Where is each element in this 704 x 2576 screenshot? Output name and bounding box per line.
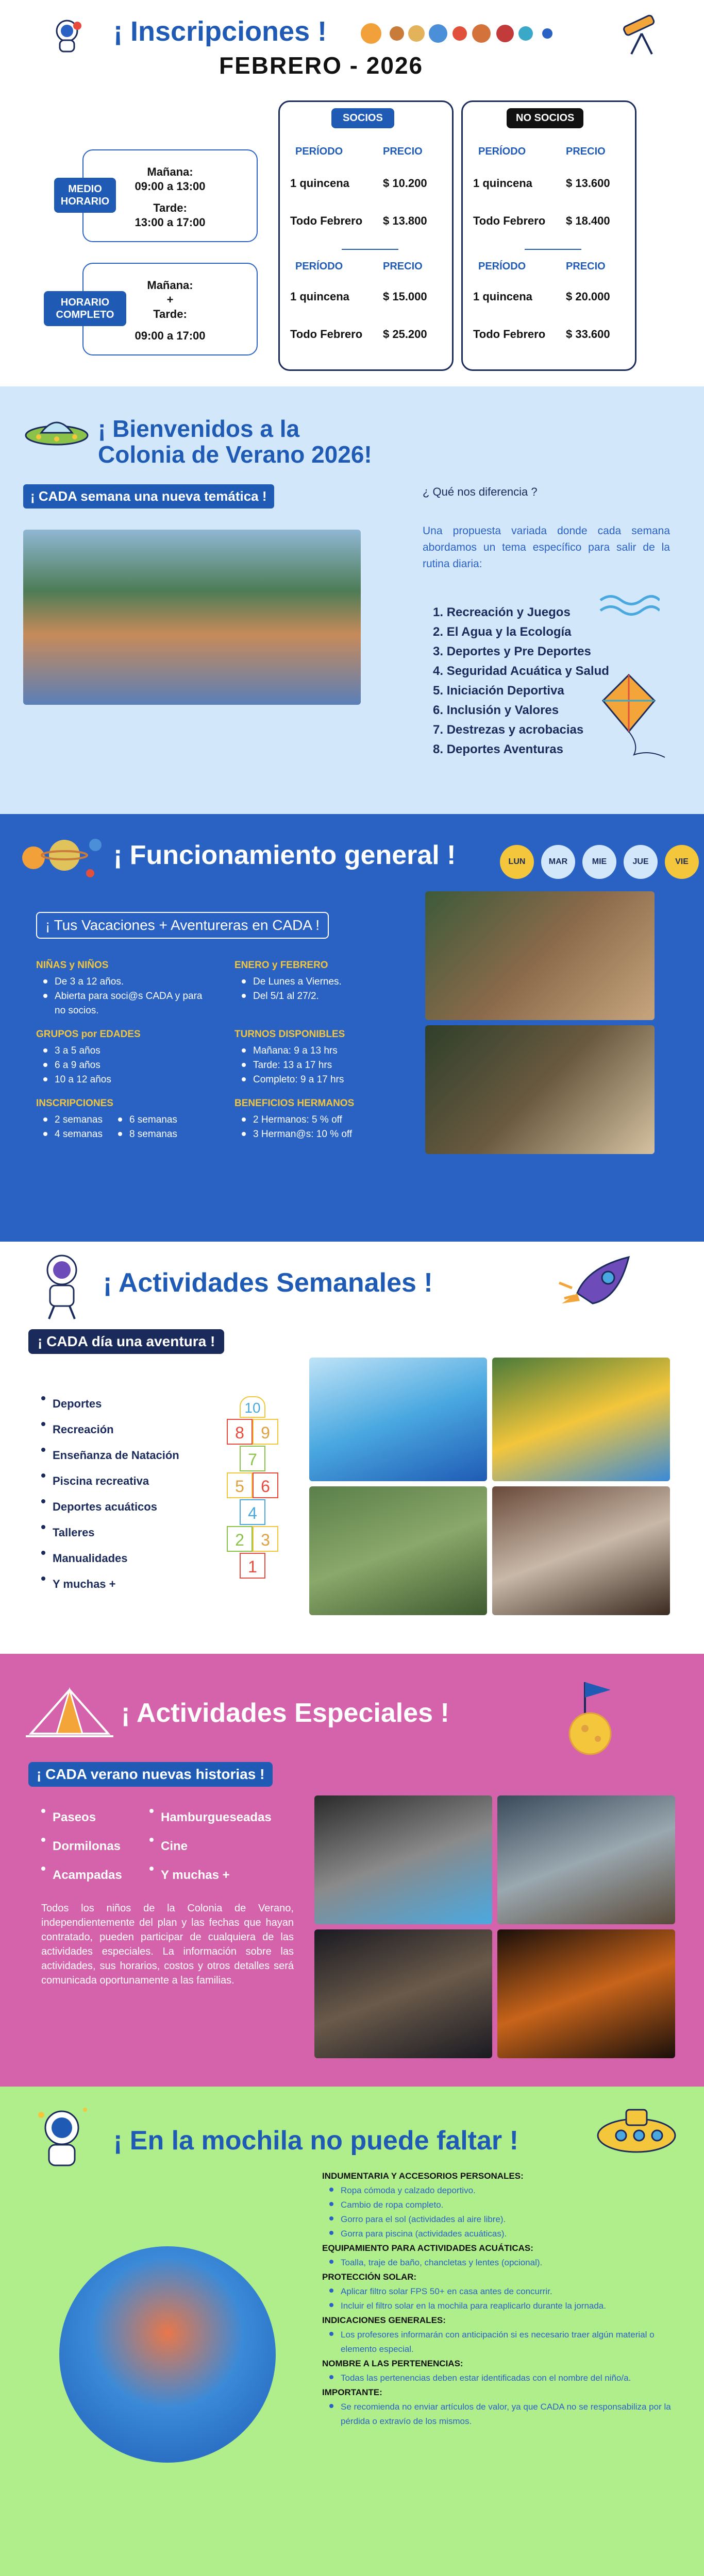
pool-kids-circle-photo xyxy=(59,2246,276,2463)
tematicas-list xyxy=(433,603,609,759)
day-badge: MIE xyxy=(582,845,616,879)
mochila-title: ¡ En la mochila no puede faltar ! xyxy=(113,2126,518,2156)
astronaut-floating-icon xyxy=(26,2099,98,2172)
hopscotch-icon: 10 8 9 7 5 6 4 2 3 1 xyxy=(227,1396,278,1613)
especiales-section xyxy=(0,1654,704,2087)
list-item: Piscina recreativa xyxy=(41,1468,179,1494)
cinema-photo xyxy=(314,1929,492,2058)
list-item: Acampadas xyxy=(41,1861,122,1890)
bienvenidos-title-2: Colonia de Verano 2026! xyxy=(98,441,372,468)
trampoline-photo xyxy=(314,1795,492,1924)
list-item: 4. Seguridad Acuática y Salud xyxy=(433,664,609,678)
list-item: 2. El Agua y la Ecología xyxy=(433,625,572,639)
list-item: 1. Recreación y Juegos xyxy=(433,605,571,619)
list-item: 8. Deportes Aventuras xyxy=(433,742,563,756)
semanales-list xyxy=(41,1391,179,1597)
group-acuaticas: EQUIPAMIENTO PARA ACTIVIDADES ACUÁTICAS: Toalla, traje de baño, chancletas y lentes (opcional). xyxy=(322,2241,678,2270)
diferencia-description: Una propuesta variada donde cada semana abordamos un tema específico para salir de la rutina diaria: xyxy=(423,525,670,570)
inscripciones-title: ¡ Inscripciones ! xyxy=(113,16,327,47)
mochila-list xyxy=(322,2169,678,2429)
day-badge: VIE xyxy=(665,845,699,879)
list-item: Y muchas + xyxy=(149,1861,272,1890)
medio-horario-label: MEDIO HORARIO xyxy=(54,178,116,213)
group-indicaciones: INDICACIONES GENERALES: Los profesores informarán con anticipación si es necesario traer algún material o elemento especial. xyxy=(322,2313,678,2357)
kids-pool-photo xyxy=(23,530,361,705)
wave-icon xyxy=(598,590,660,621)
planets-icon xyxy=(356,21,572,46)
pool-slide-photo xyxy=(309,1358,487,1481)
list-item: Y muchas + xyxy=(41,1571,179,1597)
especiales-list-left xyxy=(41,1803,122,1890)
group-importante: IMPORTANTE: Se recomienda no enviar artículos de valor, ya que CADA no se responsabiliza por la pérdida o extravío de los mismos. xyxy=(322,2385,678,2429)
kids-activity-photo-1 xyxy=(425,891,655,1020)
horario-completo-label: HORARIO COMPLETO xyxy=(44,291,126,326)
horario-completo-box: Mañana: + Tarde: 09:00 a 17:00 xyxy=(82,263,258,355)
moon-flag-icon xyxy=(562,1674,629,1757)
no-socios-table: NO SOCIOS PERÍODO PRECIO 1 quincena $ 13.600 Todo Febrero $ 18.400 PERÍODO PRECIO 1 quincena $ 20.000 Todo Febrero $ 33.600 xyxy=(461,100,636,371)
especiales-title: ¡ Actividades Especiales ! xyxy=(121,1698,449,1728)
semanales-pill: ¡ CADA día una aventura ! xyxy=(28,1329,224,1354)
especiales-pill: ¡ CADA verano nuevas historias ! xyxy=(28,1762,273,1787)
astronaut-icon xyxy=(46,15,88,57)
list-item: Talleres xyxy=(41,1520,179,1546)
list-item: Manualidades xyxy=(41,1546,179,1571)
days-row xyxy=(500,845,699,879)
telescope-icon xyxy=(618,10,665,57)
diferencia-question: ¿ Qué nos diferencia ? xyxy=(423,485,538,498)
bienvenidos-section xyxy=(0,386,704,814)
list-item: Dormilonas xyxy=(41,1832,122,1861)
list-item: Paseos xyxy=(41,1803,122,1832)
func-mid-col: ENERO y FEBRERO De Lunes a Viernes. Del 5/1 al 27/2. TURNOS DISPONIBLES Mañana: 9 a 13 hrs Tarde: 13 a 17 hrs Completo: 9 a 17 hrs BENEFICIOS HERMANOS 2 Hermanos: 5 % off 3 Herman@s: 10 % off xyxy=(234,958,410,1142)
list-item: Deportes acuáticos xyxy=(41,1494,179,1520)
day-badge: JUE xyxy=(624,845,658,879)
water-slide-photo xyxy=(492,1358,670,1481)
planets-group-icon xyxy=(13,829,111,886)
funcionamiento-pill: ¡ Tus Vacaciones + Aventureras en CADA ! xyxy=(36,912,329,939)
list-item: 5. Iniciación Deportiva xyxy=(433,684,564,698)
semanales-title: ¡ Actividades Semanales ! xyxy=(103,1268,433,1298)
especiales-list-right xyxy=(149,1803,272,1890)
day-badge: MAR xyxy=(541,845,575,879)
rocket-icon xyxy=(557,1252,644,1309)
costume-activity-photo xyxy=(492,1486,670,1615)
list-item: 6. Inclusión y Valores xyxy=(433,703,559,717)
group-proteccion-solar: PROTECCIÓN SOLAR: Aplicar filtro solar FPS 50+ en casa antes de concurrir. Incluir el filtro solar en la mochila para reaplicarlo durante la jornada. xyxy=(322,2270,678,2313)
tent-icon xyxy=(26,1685,113,1741)
list-item: 7. Destrezas y acrobacias xyxy=(433,723,584,737)
astronaut-music-icon xyxy=(33,1249,90,1321)
submarine-icon xyxy=(593,2102,680,2159)
group-indumentaria: INDUMENTARIA Y ACCESORIOS PERSONALES: Ropa cómoda y calzado deportivo. Cambio de ropa completo. Gorro para el sol (actividades al aire libre). Gorra para piscina (actividades acuáticas). xyxy=(322,2169,678,2241)
kite-icon xyxy=(598,672,670,760)
funcionamiento-section xyxy=(0,814,704,1242)
bienvenidos-pill: ¡ CADA semana una nueva temática ! xyxy=(23,484,274,509)
medio-horario-box: Mañana: 09:00 a 13:00 Tarde: 13:00 a 17:00 xyxy=(82,149,258,242)
inscripciones-section xyxy=(0,0,704,386)
no-socios-label: NO SOCIOS xyxy=(507,108,583,128)
outdoor-games-photo xyxy=(309,1486,487,1615)
especiales-text: Todos los niños de la Colonia de Verano, independientemente del plan y las fechas que hayan contratado, pueden participar de cualquiera de las actividades especiales. La información sobre las actividades, sus horarios, costos y otros detalles será comunicada oportunamente a las familias. xyxy=(41,1903,294,1986)
list-item: Deportes xyxy=(41,1391,179,1417)
list-item: 3. Deportes y Pre Deportes xyxy=(433,645,591,658)
campfire-photo xyxy=(497,1929,675,2058)
climbing-photo xyxy=(497,1795,675,1924)
list-item: Cine xyxy=(149,1832,272,1861)
list-item: Enseñanza de Natación xyxy=(41,1443,179,1468)
group-nombre: NOMBRE A LAS PERTENENCIAS: Todas las pertenencias deben estar identificadas con el nombre del niño/a. xyxy=(322,2357,678,2385)
func-left-col: NIÑAS y NIÑOS De 3 a 12 años. Abierta para soci@s CADA y para no socios. GRUPOS por EDADES 3 a 5 años 6 a 9 años 10 a 12 años INSCRIPCIONES 2 semanas 4 semanas 6 semanas 8 semanas xyxy=(36,958,211,1142)
list-item: Recreación xyxy=(41,1417,179,1443)
funcionamiento-title: ¡ Funcionamiento general ! xyxy=(113,840,456,870)
mochila-section xyxy=(0,2087,704,2576)
bienvenidos-title-1: ¡ Bienvenidos a la xyxy=(98,415,300,442)
kids-activity-photo-2 xyxy=(425,1025,655,1154)
day-badge: LUN xyxy=(500,845,534,879)
inscripciones-subtitle: FEBRERO - 2026 xyxy=(219,52,424,79)
socios-label: SOCIOS xyxy=(331,108,394,128)
list-item: Hamburgueseadas xyxy=(149,1803,272,1832)
ufo-icon xyxy=(23,412,90,459)
semanales-section xyxy=(0,1242,704,1654)
socios-table: SOCIOS PERÍODO PRECIO 1 quincena $ 10.200 Todo Febrero $ 13.800 PERÍODO PRECIO 1 quincena $ 15.000 Todo Febrero $ 25.200 xyxy=(278,100,454,371)
